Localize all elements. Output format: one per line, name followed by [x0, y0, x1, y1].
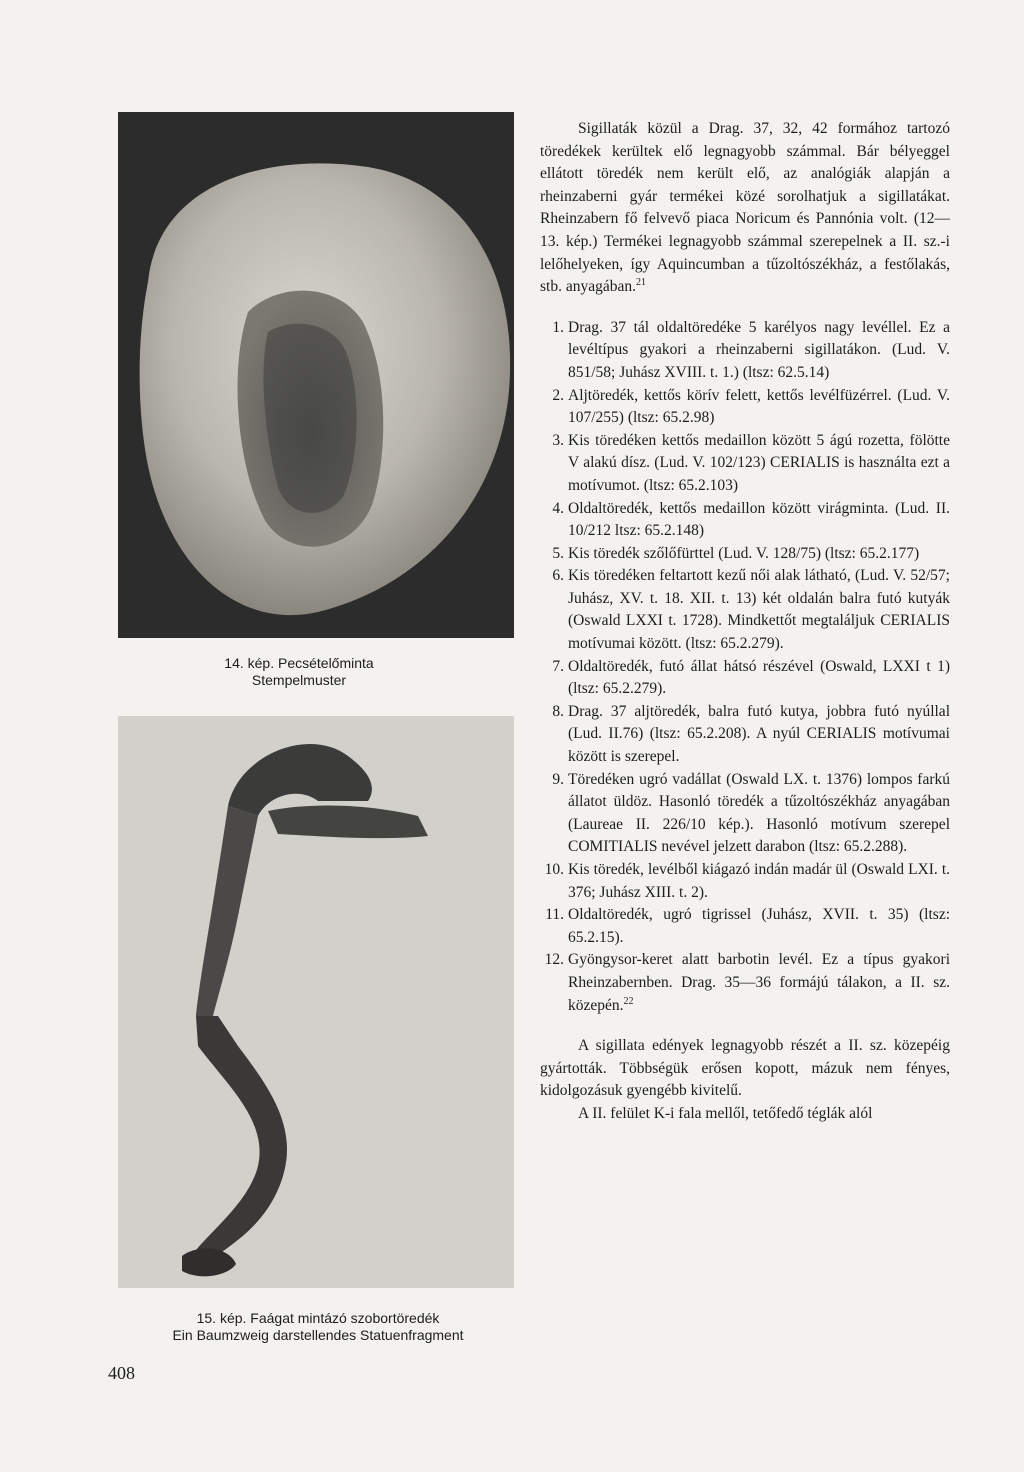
list-item-number: 7.: [552, 657, 564, 675]
list-item-text: Kis töredéken feltartott kezű női alak látható, (Lud. V. 52/57; Juhász, XV. t. 18. XII. t. 13) két oldalán balra futó kutyák (Oswald LXXI t. 1728). Mindkettőt megtaláljuk CERIALIS motívumai között. (ltsz: 65.2.279).: [568, 567, 950, 653]
list-item: [540, 385, 950, 430]
list-item: [540, 904, 950, 949]
footnote-ref-21: 21: [635, 277, 646, 288]
list-item: [540, 317, 950, 385]
list-item-number: 10.: [544, 861, 564, 878]
find-list: [540, 317, 950, 1017]
list-item-text: Drag. 37 tál oldaltöredéke 5 karélyos nagy levéllel. Ez a levéltípus gyakori a rheinzaberni sigillatákon. (Lud. V. 851/58; Juhász XVIII. t. 1.) (ltsz: 62.5.14): [568, 318, 950, 381]
figure-15-caption-german: Ein Baumzweig darstellendes Statuenfragment: [172, 1327, 464, 1343]
closing-paragraph-2: A II. felület K-i fala mellől, tetőfedő téglák alól: [578, 1104, 873, 1122]
list-item-text: Kis töredéken kettős medaillon között 5 ágú rozetta, fölötte V alakú dísz. (Lud. V. 102/123) CERIALIS is használta ezt a motívumot. (ltsz: 65.2.103): [568, 431, 950, 494]
list-item: [540, 701, 950, 769]
list-item-number: 3.: [552, 431, 564, 449]
stamp-mould-image: [118, 112, 514, 638]
list-item-number: 5.: [552, 544, 564, 562]
list-item-number: 11.: [545, 906, 564, 924]
list-item-number: 12.: [544, 951, 564, 969]
list-item-number: 9.: [552, 770, 564, 788]
list-item: [540, 430, 950, 498]
list-item: [540, 565, 950, 655]
list-item: [540, 859, 950, 904]
list-item-number: 6.: [552, 567, 564, 585]
figure-14-caption-title: 14. kép. Pecsételőminta: [224, 655, 374, 671]
intro-text: Sigillaták közül a Drag. 37, 32, 42 formához tartozó töredékek kerültek elő legnagyobb számmal. Bár bélyeggel ellátott töredék nem került elő, az analógiák alapján a rheinzaberni gyár termékei közé sorolhatjuk a sigillatákat. Rheinzabern fő felvevő piaca Noricum és Pannónia volt. (12—13. kép.) Termékei legnagyobb számmal szerepelnek a II. sz.-i lelőhelyeken, így Aquincumban a tűzoltószékház, a festőlakás, stb. anyagában.: [540, 120, 950, 296]
list-item-text: Kis töredék szőlőfürttel (Lud. V. 128/75) (ltsz: 65.2.177): [568, 544, 920, 562]
figure-15-caption: [150, 1310, 486, 1344]
footnote-ref-22: 22: [623, 995, 634, 1007]
list-item: [540, 656, 950, 701]
list-item-text: Töredéken ugró vadállat (Oswald LX. t. 1376) lompos farkú állatot üldöz. Hasonló töredék a tűzoltószékház anyagában (Laureae II. 226/10 kép.). Hasonló motívum szerepel COMITIALIS nevével jelzett darabon (ltsz: 65.2.288).: [568, 770, 950, 856]
intro-paragraph: [540, 118, 950, 299]
list-item: [540, 498, 950, 543]
figure-15-caption-title: 15. kép. Faágat mintázó szobortöredék: [196, 1310, 440, 1326]
list-item: [540, 769, 950, 859]
page-number: 408: [108, 1363, 135, 1383]
figure-15-photo: [118, 716, 514, 1288]
figure-14-caption-german: Stempelmuster: [251, 672, 347, 688]
body-text-column: [540, 118, 950, 1126]
list-item-text: Oldaltöredék, kettős medaillon között virágminta. (Lud. II. 10/212 ltsz: 65.2.148): [568, 499, 950, 540]
list-item-number: 1.: [552, 318, 564, 336]
list-item-number: 2.: [552, 386, 564, 404]
list-item-number: 4.: [552, 499, 564, 517]
list-item-number: 8.: [552, 702, 564, 720]
list-item-text: Aljtöredék, kettős körív felett, kettős levélfüzérrel. (Lud. V. 107/255) (ltsz: 65.2.98): [568, 386, 950, 427]
list-item-text: Drag. 37 aljtöredék, balra futó kutya, jobbra futó nyúllal (Lud. II.76) (ltsz: 65.2.208). A nyúl CERIALIS motívumai között is szerepel.: [568, 702, 950, 766]
list-item: [540, 543, 950, 566]
statue-fragment-image: [118, 716, 514, 1288]
list-item: [540, 949, 950, 1017]
list-item-text: Oldaltöredék, futó állat hátsó részével (Oswald, LXXI t 1) (ltsz: 65.2.279).: [568, 657, 950, 698]
closing-paragraph: A sigillata edények legnagyobb részét a II. sz. közepéig gyártották. Többségük erősen kopott, mázuk nem fényes, kidolgozásuk gyengébb kivitelű.: [540, 1037, 950, 1100]
list-item-text: Gyöngysor-keret alatt barbotin levél. Ez a típus gyakori Rheinzabernben. Drag. 35—36 formájú tálakon, a II. sz. közepén.: [568, 951, 950, 1014]
list-item-text: Kis töredék, levélből kiágazó indán madár ül (Oswald LXI. t. 376; Juhász XIII. t. 2).: [568, 861, 950, 901]
figure-14-caption: [214, 655, 384, 689]
figure-14-photo: [118, 112, 514, 638]
list-item-text: Oldaltöredék, ugró tigrissel (Juhász, XVII. t. 35) (ltsz: 65.2.15).: [568, 906, 950, 946]
